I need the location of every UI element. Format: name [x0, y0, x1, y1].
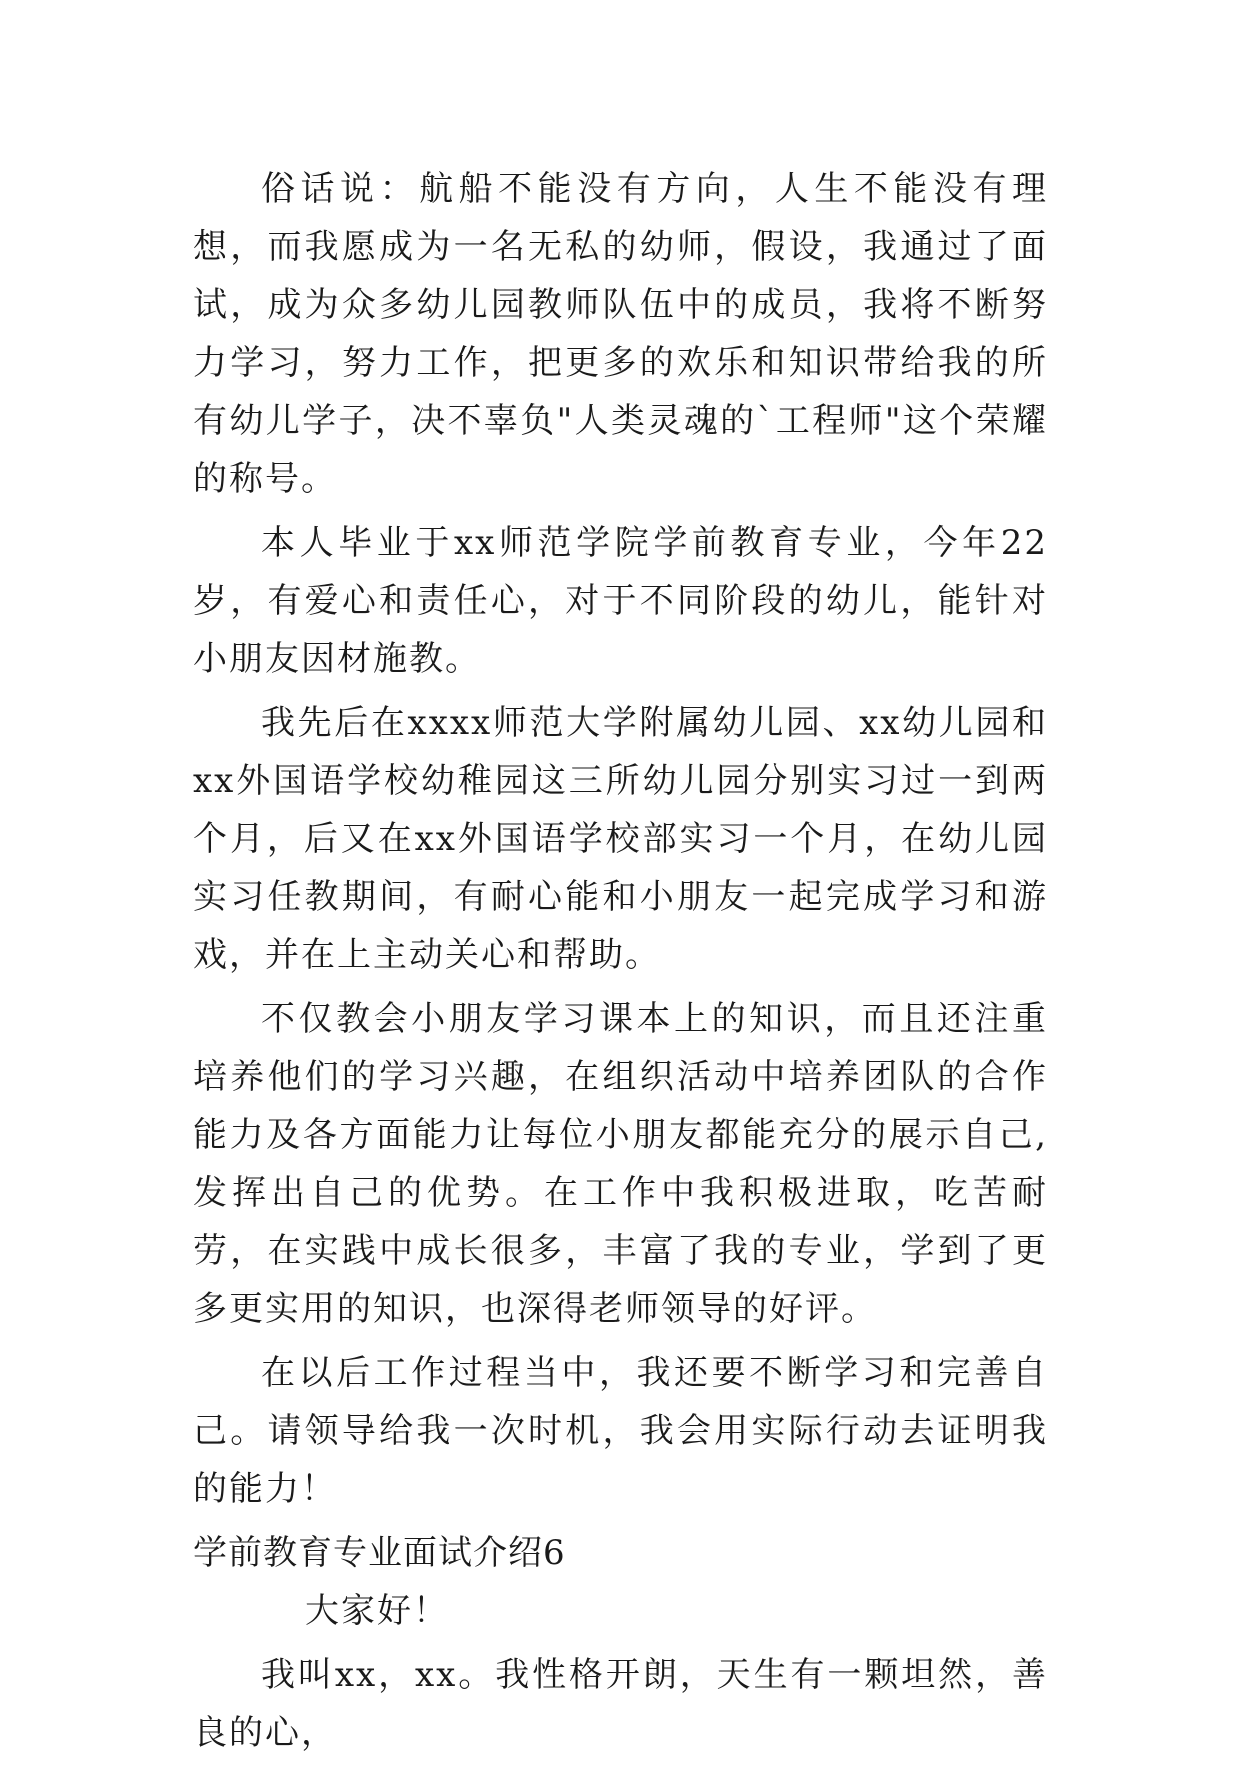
greeting: 大家好！: [305, 1591, 449, 1631]
document-body: [193, 160, 1048, 1768]
section-heading: 学前教育专业面试介绍6: [193, 1533, 566, 1573]
paragraph-introduction: 我叫xx，xx。我性格开朗，天生有一颗坦然，善良的心，: [193, 1655, 1048, 1753]
paragraph-internship: 我先后在xxxx师范大学附属幼儿园、xx幼儿园和xx外国语学校幼稚园这三所幼儿园分别实习过一到两个月，后又在xx外国语学校部实习一个月，在幼儿园实习任教期间，有耐心能和小朋友一起完成学习和游戏，并在上主动关心和帮助。: [193, 703, 1048, 975]
paragraph-aspiration: 俗话说：航船不能没有方向，人生不能没有理想，而我愿成为一名无私的幼师，假设，我通过了面试，成为众多幼儿园教师队伍中的成员，我将不断努力学习，努力工作，把更多的欢乐和知识带给我的所有幼儿学子，决不辜负"人类灵魂的`工程师"这个荣耀的称号。: [193, 169, 1048, 499]
paragraph-closing: 在以后工作过程当中，我还要不断学习和完善自己。请领导给我一次时机，我会用实际行动去证明我的能力！: [193, 1353, 1048, 1509]
paragraph-teaching: 不仅教会小朋友学习课本上的知识，而且还注重培养他们的学习兴趣，在组织活动中培养团队的合作能力及各方面能力让每位小朋友都能充分的展示自己,发挥出自己的优势。在工作中我积极进取，吃苦耐劳，在实践中成长很多，丰富了我的专业，学到了更多更实用的知识，也深得老师领导的好评。: [193, 999, 1048, 1329]
paragraph-education: 本人毕业于xx师范学院学前教育专业，今年22岁，有爱心和责任心，对于不同阶段的幼儿，能针对小朋友因材施教。: [193, 523, 1048, 679]
